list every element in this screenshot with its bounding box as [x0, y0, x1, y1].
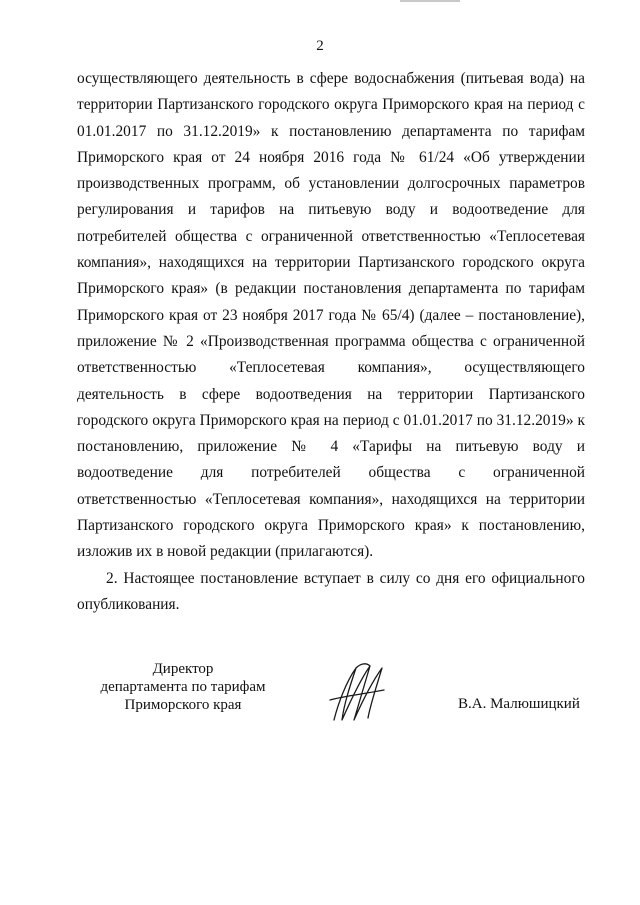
handwritten-signature: [320, 660, 390, 726]
signature-block: [0, 660, 640, 740]
position-line: Директор: [152, 661, 214, 677]
paragraph-item-2: 2. Настоящее постановление вступает в силу со дня его официального опубликования.: [77, 569, 585, 613]
signer-name: В.А. Малюшицкий: [458, 696, 580, 712]
paragraph-continued: осуществляющего деятельность в сфере водоснабжения (питьевая вода) на территории Партизанского городского округа Приморского края на период с 01.01.2017 по 31.12.2019» к постановлению департамента по тарифам Приморского края от 24 ноября 2016 года № 61/24 «Об утверждении производственных программ, об установлении долгосрочных параметров регулирования и тарифов на питьевую воду и водоотведение для потребителей общества с ограниченной ответственностью «Теплосетевая компания», находящихся на территории Партизанского городского округа Приморского края» (в редакции постановления департамента по тарифам Приморского края от 23 ноября 2017 года № 65/4) (далее – постановление), приложение № 2 «Производственная программа общества с ограниченной ответственностью «Теплосетевая компания», осуществляющего деятельность в сфере водоотведения на территории Партизанского городского округа Приморского края на период с 01.01.2017 по 31.12.2019» к постановлению, приложение № 4 «Тарифы на питьевую воду и водоотведение для потребителей общества с ограниченной ответственностью «Теплосетевая компания», находящихся на территории Партизанского городского округа Приморского края» к постановлению, изложив их в новой редакции (прилагаются).: [77, 70, 585, 561]
scan-edge-mark: [400, 0, 460, 2]
position-line: Приморского края: [124, 697, 242, 713]
position-line: департамента по тарифам: [100, 679, 266, 695]
signer-position: [88, 660, 278, 714]
page-number: 2: [316, 38, 324, 54]
document-body: [77, 66, 585, 618]
